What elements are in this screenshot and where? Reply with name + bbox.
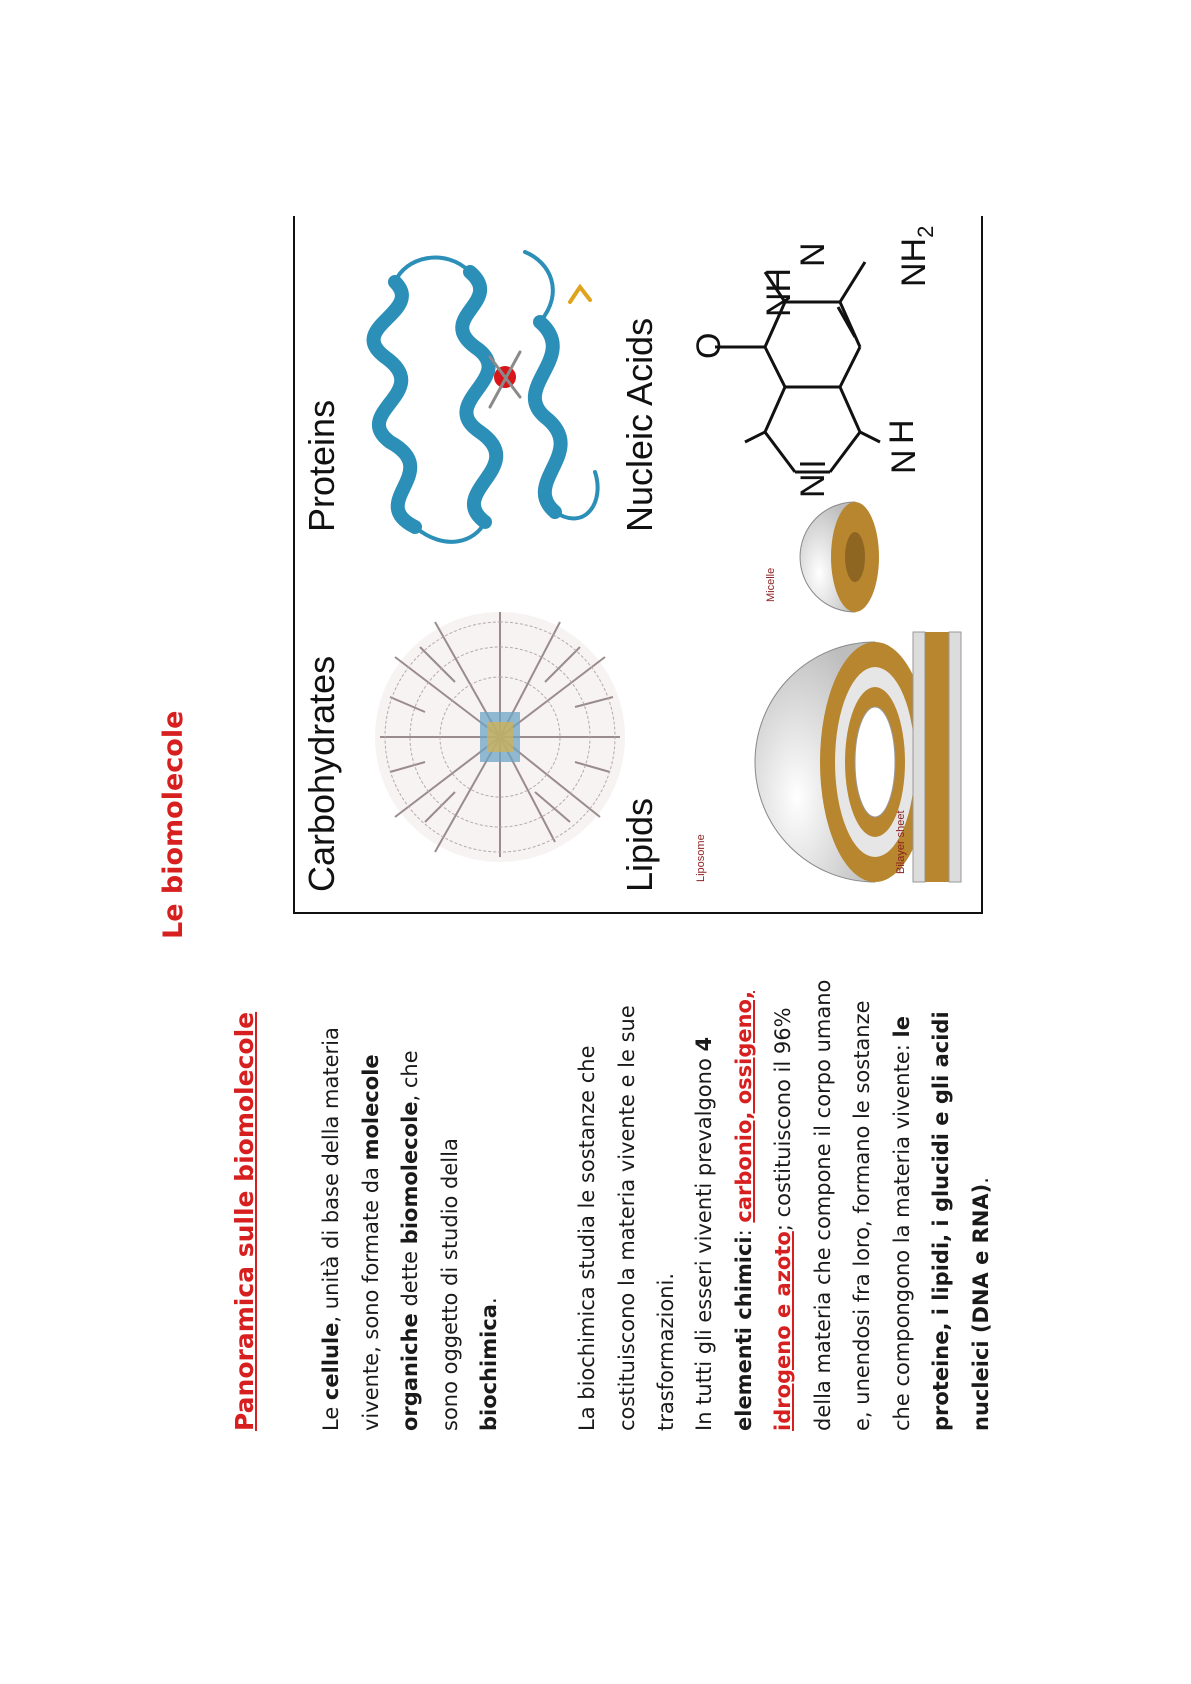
section-heading: Panoramica sulle biomolecole: [230, 1011, 259, 1431]
bilayer-label: Bilayer sheet: [895, 810, 907, 874]
atom-n: N: [885, 449, 923, 474]
atom-nh: NH: [760, 267, 798, 317]
protein-illustration: [374, 252, 598, 542]
lipid-illustration: [755, 502, 961, 882]
micelle-label: Micelle: [765, 567, 777, 602]
nucleic-acids-label: Nucleic Acids: [619, 317, 660, 532]
atom-n: N: [794, 242, 832, 267]
lipids-label: Lipids: [619, 797, 660, 892]
atom-nh2: $NH_2$: [895, 225, 938, 287]
atom-n: N: [794, 473, 832, 498]
carbohydrate-illustration: [375, 612, 625, 862]
liposome-label: Liposome: [695, 834, 707, 882]
page-title: Le biomolecole: [158, 710, 189, 939]
proteins-label: Proteins: [301, 399, 342, 532]
carbohydrates-label: Carbohydrates: [301, 655, 342, 892]
intro-paragraph: Le cellule, unità di base della materia vivente, sono formate da molecole organiche dette biomolecole, che sono oggetto di studio della biochimica.: [319, 1027, 501, 1431]
elements-paragraph: In tutti gli esseri viventi prevalgono 4 elementi chimici: carbonio, ossigeno, idrogeno e azoto; costituiscono il 96% della materia che compone il corpo umano e, unendosi fra loro, formano le sostanze che compongono la materia vivente: le proteine, i lipidi, i glucidi e gli acidi nucleici (DNA e RNA).: [692, 979, 993, 1431]
atom-o: O: [690, 332, 728, 359]
biomolecules-figure: [293, 216, 983, 914]
biochemistry-paragraph: La biochimica studia le sostanze che costituiscono la materia vivente e le sue trasformazioni.: [575, 1005, 678, 1431]
atom-h: H: [883, 419, 921, 444]
